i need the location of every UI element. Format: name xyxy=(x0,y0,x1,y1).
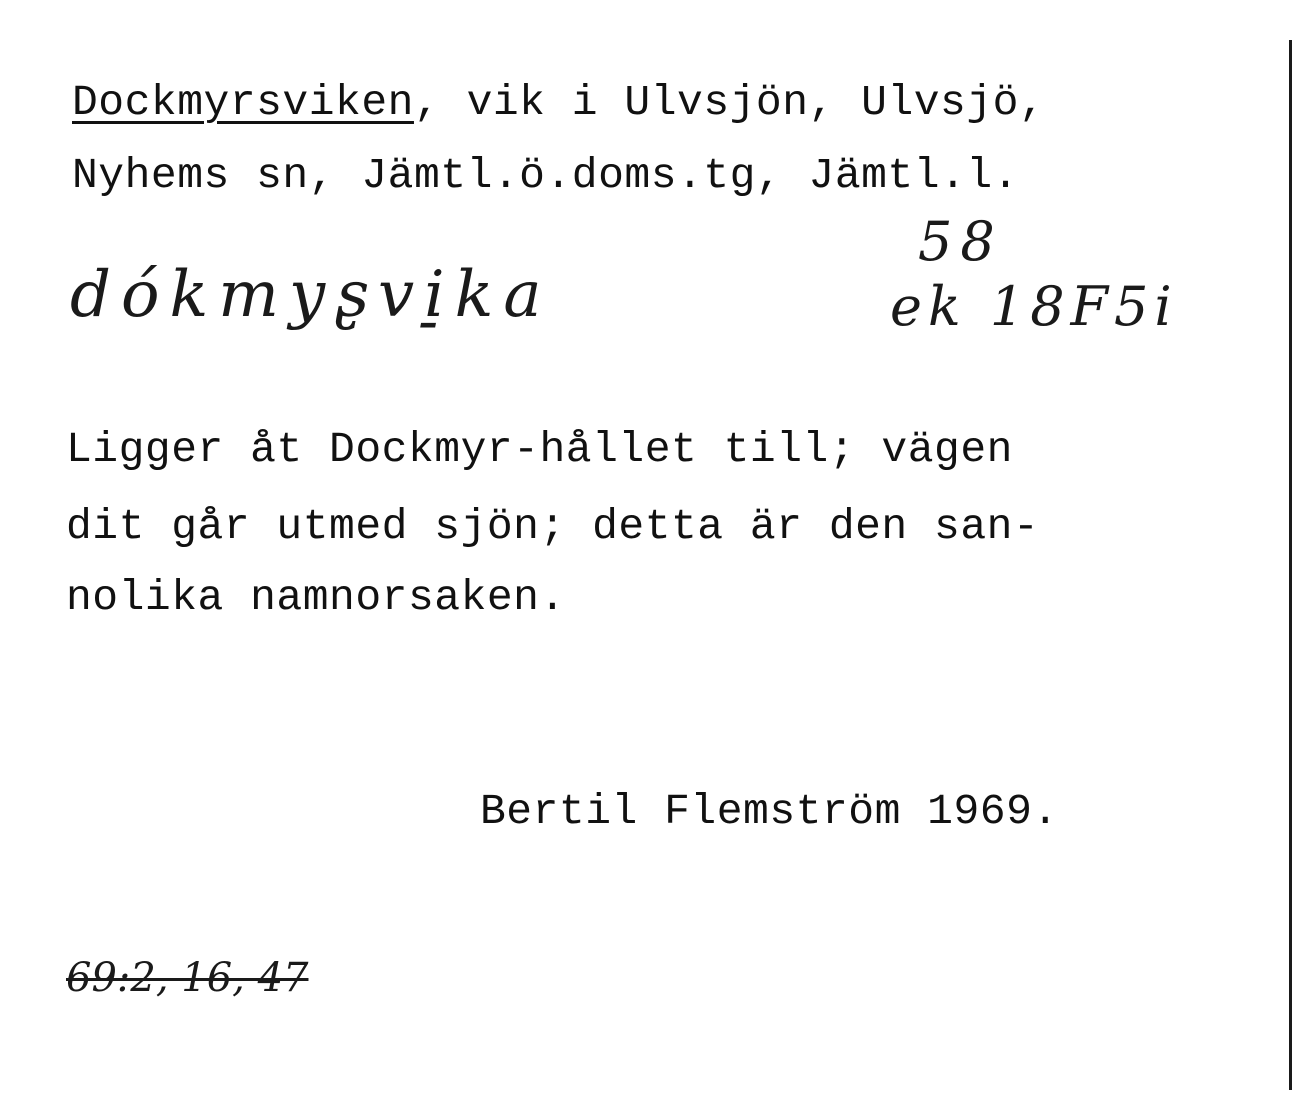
body-line-3: nolika namnorsaken. xyxy=(66,573,566,622)
handwritten-numbers: 58 xyxy=(918,210,1003,273)
body-line-1: Ligger åt Dockmyr-hållet till; vägen xyxy=(66,425,1013,474)
pronunciation-handwritten: dókmyʂvi̠ka xyxy=(70,258,552,332)
title-line-rest: , vik i Ulvsjön, Ulvsjö, xyxy=(413,78,1046,127)
footer-note-struck: 69:2, 16, 47 xyxy=(66,955,309,1001)
headword: Dockmyrsviken xyxy=(72,78,414,127)
card-edge-line xyxy=(1289,40,1292,1090)
body-line-2: dit går utmed sjön; detta är den san- xyxy=(66,502,1040,551)
signature: Bertil Flemström 1969. xyxy=(480,787,1059,836)
handwritten-note: ek 18F5i xyxy=(890,275,1178,338)
location-line: Nyhems sn, Jämtl.ö.doms.tg, Jämtl.l. xyxy=(72,151,1019,200)
title-line xyxy=(72,73,1045,133)
